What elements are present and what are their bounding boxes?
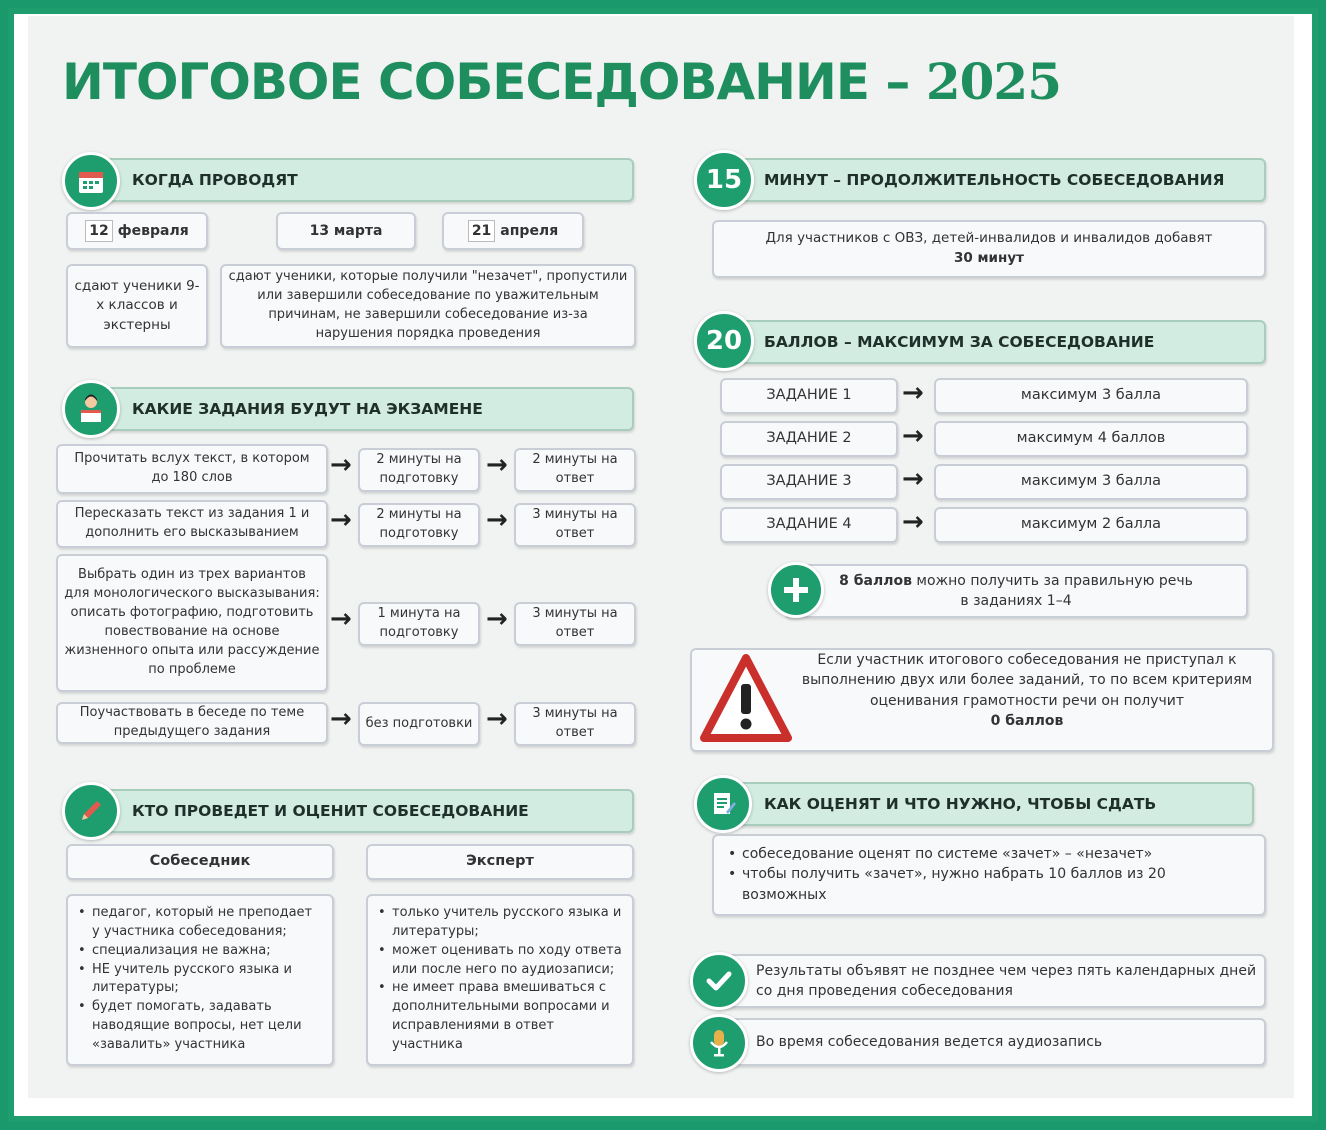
duration-note (712, 220, 1266, 278)
date-text: 13 марта (309, 222, 383, 239)
task-max-points (934, 464, 1248, 500)
list-item: • педагог, который не преподает у участника собеседования; (78, 904, 322, 942)
when-desc-text: сдают ученики 9-х классов и экстерны (74, 277, 200, 333)
bonus-text: можно получить за правильную речь (911, 572, 1193, 589)
task-description (56, 702, 328, 744)
grading-list (712, 834, 1266, 916)
task-max-points-text: максимум 3 балла (1020, 473, 1162, 490)
bonus-line2: в заданиях 1–4 (960, 593, 1072, 609)
arrow-icon: → (330, 505, 352, 535)
expert-title-text: Эксперт (466, 853, 534, 870)
task-number-text: ЗАДАНИЕ 2 (766, 430, 852, 447)
task-max-points-text: максимум 4 баллов (1016, 430, 1166, 447)
when-desc-text: сдают ученики, которые получили "незачет", пропустили или завершили собеседование по уважительным причинам, не завершили собеседование из-за нарушения порядка проведения (228, 269, 628, 341)
expert-title (366, 844, 634, 880)
warning-icon (700, 652, 792, 748)
date-march (276, 212, 416, 250)
bonus-box (784, 564, 1248, 618)
task-prep-time (358, 448, 480, 492)
date-day: 12 (85, 220, 112, 242)
date-april (442, 212, 584, 250)
task-answer-time-text: 2 минуты на ответ (532, 452, 618, 486)
arrow-icon: → (486, 450, 508, 480)
document-icon (694, 775, 752, 833)
who-header (84, 789, 634, 833)
audio-text: Во время собеседования ведется аудиозапись (756, 1033, 1103, 1050)
list-item: • может оценивать по ходу ответа или после него по аудиозаписи; (378, 942, 622, 980)
arrow-icon: → (902, 421, 924, 451)
title-main: ИТОГОВОЕ СОБЕСЕДОВАНИЕ – (62, 53, 910, 111)
arrow-icon: → (330, 450, 352, 480)
results-box (714, 954, 1266, 1008)
interviewer-title-text: Собеседник (149, 853, 251, 870)
check-icon (690, 952, 748, 1010)
task-description-text: Прочитать вслух текст, в котором до 180 слов (74, 451, 310, 485)
list-item: • только учитель русского языка и литературы; (378, 904, 622, 942)
task-description (56, 500, 328, 548)
task-description (56, 444, 328, 494)
points-header-label: БАЛЛОВ – МАКСИМУМ ЗА СОБЕСЕДОВАНИЕ (764, 333, 1155, 351)
when-desc-retake (220, 264, 636, 348)
task-answer-time (514, 702, 636, 746)
date-february (66, 212, 208, 250)
list-item: • собеседование оценят по системе «зачет» – «незачет» (728, 844, 1250, 864)
date-month: февраля (117, 222, 189, 239)
who-header-label: КТО ПРОВЕДЕТ И ОЦЕНИТ СОБЕСЕДОВАНИЕ (132, 802, 529, 820)
task-answer-time (514, 503, 636, 547)
task-prep-time (358, 602, 480, 646)
title-year: 2025 (925, 52, 1062, 111)
task-description-text: Пересказать текст из задания 1 и дополнить его высказыванием (74, 506, 310, 540)
task-number (720, 378, 898, 414)
when-header-label: КОГДА ПРОВОДЯТ (132, 171, 298, 189)
bonus-points: 8 баллов (839, 572, 912, 589)
list-item: • специализация не важна; (78, 942, 322, 961)
task-prep-time (358, 503, 480, 547)
task-answer-time-text: 3 минуты на ответ (532, 507, 618, 541)
when-desc-main (66, 264, 208, 348)
grading-header (720, 782, 1254, 826)
points-header (720, 320, 1266, 364)
warning-text: Если участник итогового собеседования не приступал к выполнению двух или более заданий, то по всем критериям оценивания грамотности речи он получит (801, 652, 1253, 709)
arrow-icon: → (486, 704, 508, 734)
task-number (720, 464, 898, 500)
list-item: • чтобы получить «зачет», нужно набрать 10 баллов из 20 возможных (728, 864, 1250, 905)
task-prep-time (358, 702, 480, 746)
task-answer-time (514, 602, 636, 646)
plus-icon (768, 562, 824, 618)
results-text: Результаты объявят не позднее чем через пять календарных дней со дня проведения собеседования (756, 962, 1257, 999)
duration-number: 15 (705, 165, 743, 195)
task-prep-time-text: без подготовки (365, 715, 473, 731)
task-number-text: ЗАДАНИЕ 3 (766, 473, 852, 490)
expert-list (366, 894, 634, 1066)
interviewer-title (66, 844, 334, 880)
audio-box (714, 1018, 1266, 1066)
tasks-header-label: КАКИЕ ЗАДАНИЯ БУДУТ НА ЭКЗАМЕНЕ (132, 400, 483, 418)
list-item: • не имеет права вмешиваться с дополнительными вопросами и исправлениями в ответ участника (378, 979, 622, 1054)
task-number-text: ЗАДАНИЕ 4 (766, 516, 852, 533)
duration-header-label: МИНУТ – ПРОДОЛЖИТЕЛЬНОСТЬ СОБЕСЕДОВАНИЯ (764, 171, 1225, 189)
student-icon (62, 380, 120, 438)
duration-note-text: Для участников с ОВЗ, детей-инвалидов и инвалидов добавят (765, 230, 1213, 247)
list-item: • будет помогать, задавать наводящие вопросы, нет цели «завалить» участника (78, 998, 322, 1055)
warning-result: 0 баллов (990, 712, 1064, 729)
task-max-points-text: максимум 3 балла (1020, 387, 1162, 404)
interviewer-list (66, 894, 334, 1066)
calendar-icon (62, 152, 120, 210)
task-answer-time-text: 3 минуты на ответ (532, 606, 618, 640)
task-prep-time-text: 2 минуты на подготовку (376, 507, 462, 541)
task-number (720, 421, 898, 457)
task-answer-time-text: 3 минуты на ответ (532, 706, 618, 740)
arrow-icon: → (902, 507, 924, 537)
task-prep-time-text: 1 минута на подготовку (377, 606, 461, 640)
date-day: 21 (468, 220, 495, 242)
arrow-icon: → (486, 505, 508, 535)
task-max-points (934, 378, 1248, 414)
duration-extra: 30 минут (954, 250, 1024, 266)
bonus-line1 (839, 571, 1193, 591)
task-number (720, 507, 898, 543)
duration-number-badge (694, 150, 754, 210)
task-max-points (934, 507, 1248, 543)
points-number-badge (694, 311, 754, 371)
task-description-text: Выбрать один из трех вариантов для монологического высказывания: описать фотографию, подготовить повествование на основе жизненного опыта или рассуждение по проблеме (64, 567, 320, 677)
when-header (84, 158, 634, 202)
microphone-icon (690, 1014, 748, 1072)
grading-header-label: КАК ОЦЕНЯТ И ЧТО НУЖНО, ЧТОБЫ СДАТЬ (764, 795, 1157, 813)
arrow-icon: → (902, 378, 924, 408)
task-max-points (934, 421, 1248, 457)
pencil-icon (62, 782, 120, 840)
task-number-text: ЗАДАНИЕ 1 (766, 387, 852, 404)
task-description (56, 554, 328, 692)
task-max-points-text: максимум 2 балла (1020, 516, 1162, 533)
arrow-icon: → (330, 604, 352, 634)
list-item: • НЕ учитель русского языка и литературы; (78, 961, 322, 999)
duration-header (720, 158, 1266, 202)
page-title (62, 52, 1061, 111)
tasks-header (84, 387, 634, 431)
date-month: апреля (500, 222, 559, 239)
arrow-icon: → (902, 464, 924, 494)
task-prep-time-text: 2 минуты на подготовку (376, 452, 462, 486)
task-answer-time (514, 448, 636, 492)
arrow-icon: → (330, 704, 352, 734)
points-number: 20 (705, 326, 743, 356)
arrow-icon: → (486, 604, 508, 634)
task-description-text: Поучаствовать в беседе по теме предыдущего задания (79, 705, 305, 739)
